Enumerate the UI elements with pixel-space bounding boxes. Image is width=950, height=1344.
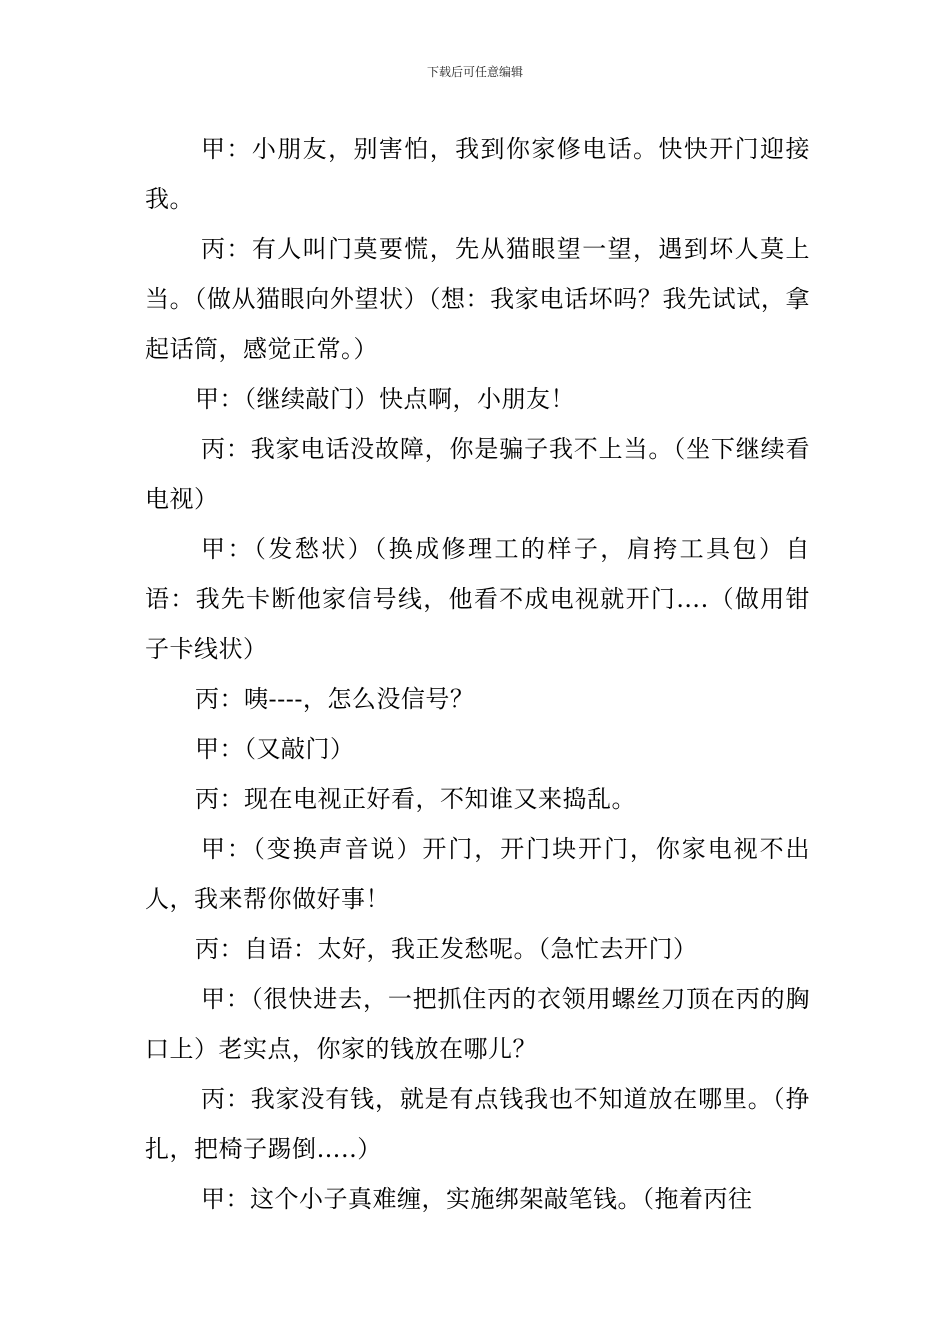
paragraph-4: 丙：我家电话没故障，你是骗子我不上当。（坐下继续看电视） [145,435,810,513]
paragraph-2: 丙：有人叫门莫要慌，先从猫眼望一望，遇到坏人莫上当。（做从猫眼向外望状）（想：我家电话坏吗？我先试试，拿起话筒，感觉正常。） [145,235,810,363]
paragraph-13: 甲：这个小子真难缠，实施绑架敲笔钱。（拖着丙往 [201,1185,753,1213]
paragraph-8: 丙：现在电视正好看，不知谁又来捣乱。 [195,785,636,813]
page-header: 下载后可任意编辑 [426,65,523,79]
paragraph-6: 丙：咦----，怎么没信号？ [195,685,475,713]
paragraph-1: 甲：小朋友，别害怕，我到你家修电话。快快开门迎接我。 [145,135,810,213]
paragraph-12: 丙：我家没有钱，就是有点钱我也不知道放在哪里。（挣扎，把椅子踢倒…..） [145,1085,810,1163]
paragraph-11: 甲：（很快进去，一把抓住丙的衣领用螺丝刀顶在丙的胸口上）老实点，你家的钱放在哪儿？ [145,985,810,1063]
paragraph-7: 甲：（又敲门） [195,735,355,763]
document-body [145,124,810,1224]
paragraph-5: 甲：（发愁状）（换成修理工的样子，肩挎工具包）自语：我先卡断他家信号线，他看不成电视就开门….（做用钳子卡线状） [145,535,810,663]
paragraph-10: 丙：自语：太好，我正发愁呢。（急忙去开门） [195,935,698,963]
paragraph-3: 甲：（继续敲门）快点啊，小朋友！ [195,385,575,413]
paragraph-9: 甲：（变换声音说）开门，开门块开门，你家电视不出人，我来帮你做好事！ [145,835,810,913]
